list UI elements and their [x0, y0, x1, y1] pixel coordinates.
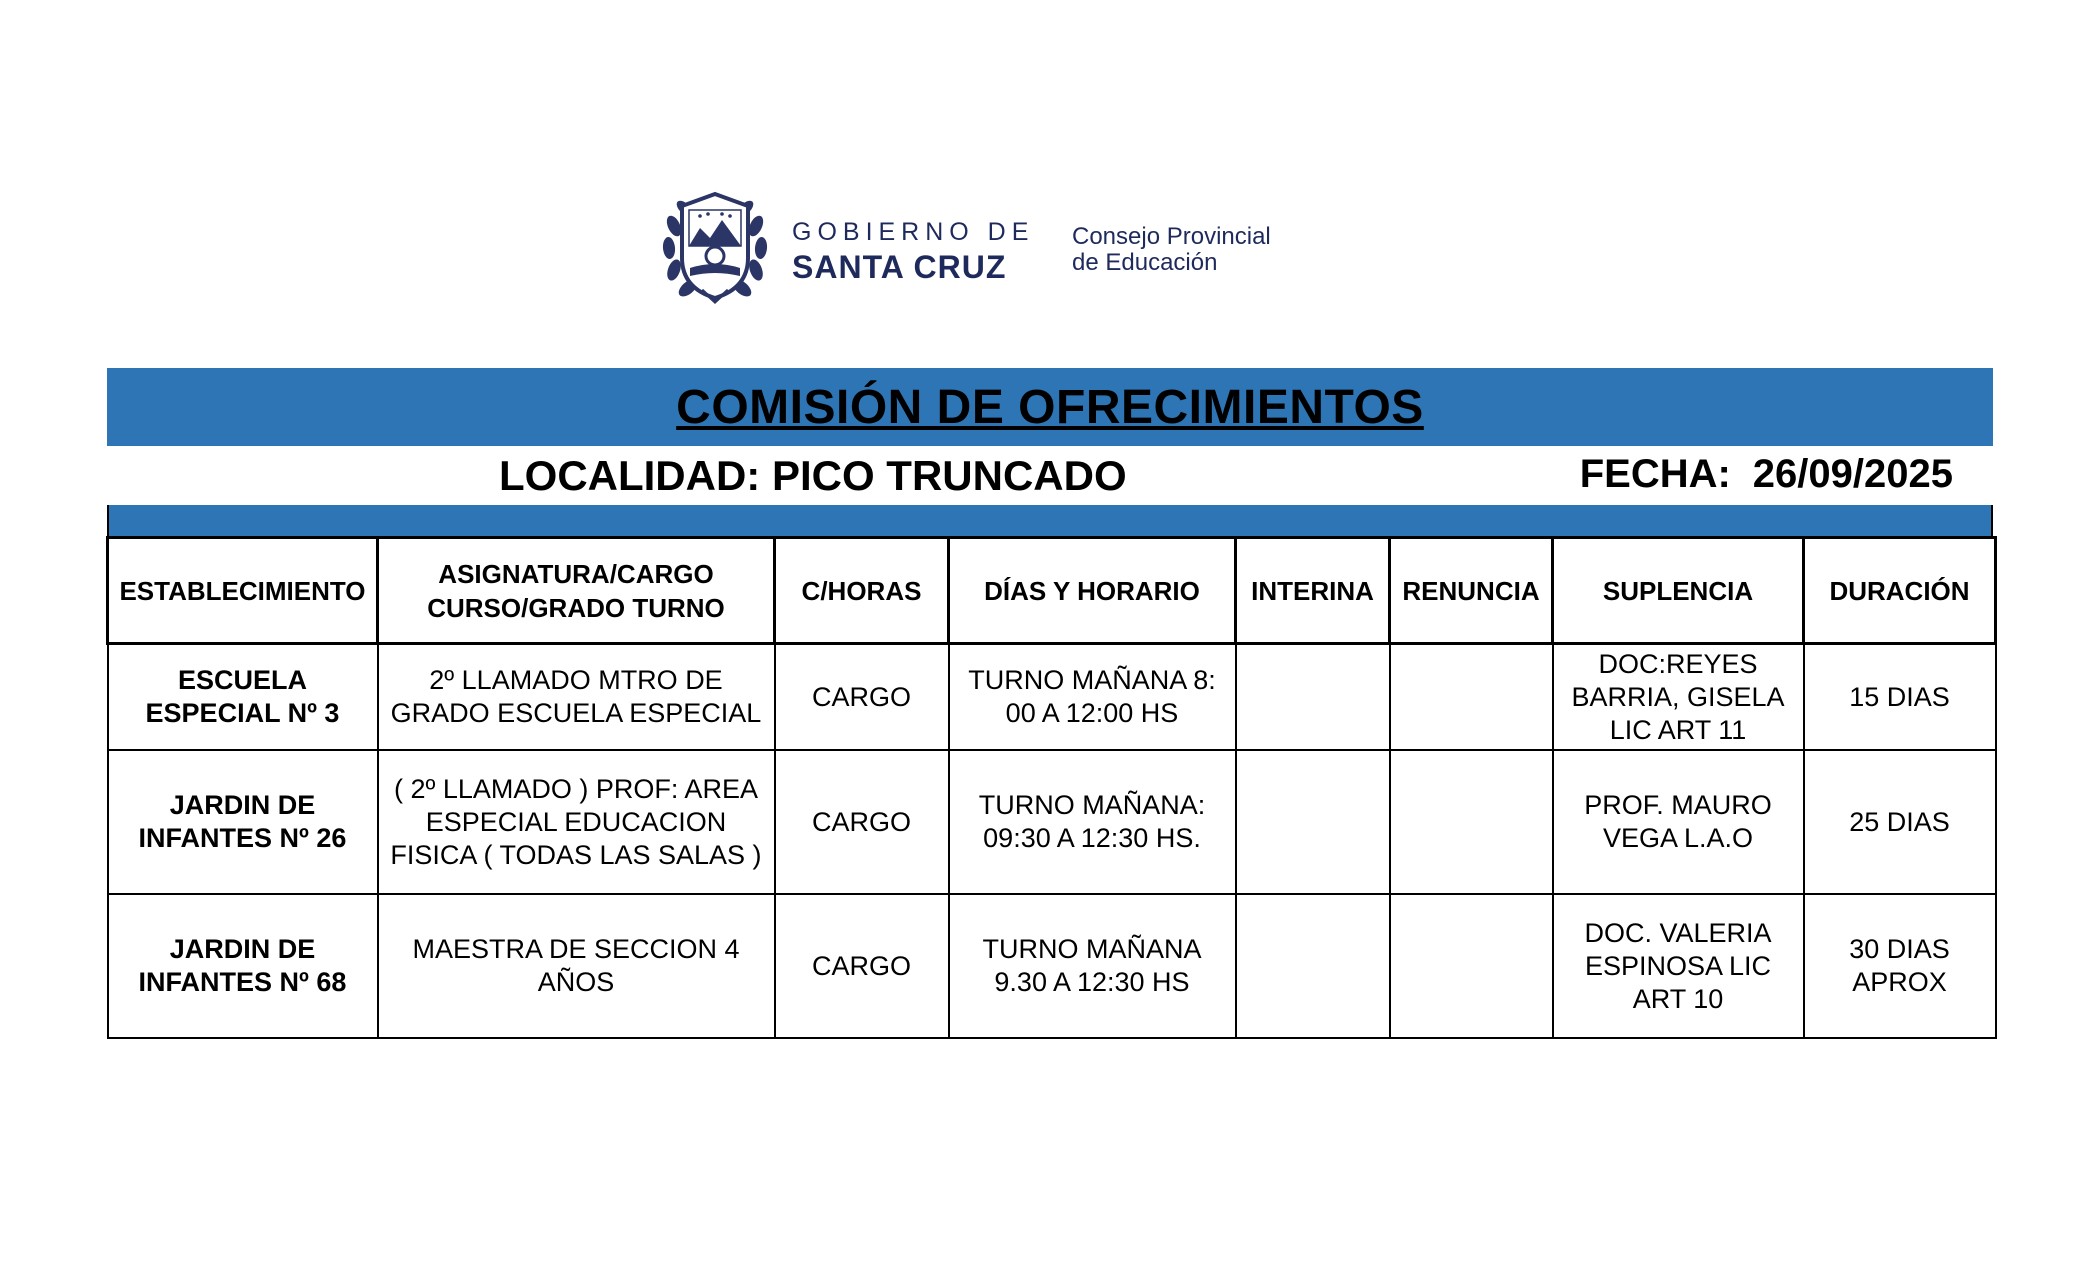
cell-asignatura — [378, 894, 775, 1038]
cell-dias — [949, 750, 1236, 894]
cell-interina — [1236, 644, 1390, 751]
header-dias: DÍAS Y HORARIO — [949, 538, 1236, 644]
header-establecimiento: ESTABLECIMIENTO — [108, 538, 378, 644]
cell-renuncia — [1390, 894, 1553, 1038]
cell-line: AÑOS — [537, 967, 615, 997]
cell-line: LIC ART 11 — [1609, 714, 1747, 745]
fecha-label: FECHA: — [1579, 452, 1731, 496]
cell-line: 25 DIAS — [1849, 806, 1950, 837]
cell-dias — [949, 894, 1236, 1038]
cell-line: ESCUELA — [177, 665, 307, 695]
title-bar — [107, 368, 1993, 446]
cell-line: DOC:REYES — [1598, 648, 1758, 679]
cell-line: FISICA ( TODAS LAS SALAS ) — [390, 839, 762, 870]
localidad-label: LOCALIDAD: PICO TRUNCADO — [499, 452, 1127, 499]
header-choras: C/HORAS — [775, 538, 949, 644]
cell-line: ( 2º LLAMADO ) PROF: AREA — [394, 773, 758, 804]
cell-line: ART 10 — [1632, 983, 1724, 1014]
cell-suplencia — [1553, 894, 1804, 1038]
cell-line: 9.30 A 12:30 HS — [994, 967, 1190, 997]
cell-line: VEGA L.A.O — [1602, 823, 1754, 853]
page-title: COMISIÓN DE OFRECIMIENTOS — [676, 380, 1424, 434]
cell-renuncia — [1390, 644, 1553, 751]
table-row — [108, 894, 1996, 1038]
cell-duracion — [1804, 644, 1996, 751]
cell-line: ESPECIAL Nº 3 — [145, 698, 340, 728]
cell-duracion — [1804, 894, 1996, 1038]
cell-asignatura — [378, 644, 775, 751]
government-name — [792, 220, 1034, 283]
offers-table — [106, 536, 1997, 1039]
cell-choras: CARGO — [775, 894, 949, 1038]
location-row — [107, 450, 1993, 502]
table-row — [108, 644, 1996, 751]
cell-suplencia — [1553, 644, 1804, 751]
cell-dias — [949, 644, 1236, 751]
cell-suplencia — [1553, 750, 1804, 894]
cell-line: TURNO MAÑANA 8: — [968, 665, 1216, 695]
header-suplencia: SUPLENCIA — [1553, 538, 1804, 644]
cell-establecimiento — [108, 750, 378, 894]
cell-line: TURNO MAÑANA: — [978, 790, 1206, 820]
cell-line: 15 DIAS — [1849, 681, 1950, 712]
cell-line: 09:30 A 12:30 HS. — [983, 823, 1201, 853]
cell-line: GRADO ESCUELA ESPECIAL — [390, 698, 762, 728]
table-header-row — [108, 538, 1996, 644]
cell-renuncia — [1390, 750, 1553, 894]
cell-line: DOC. VALERIA — [1584, 917, 1772, 948]
cell-line: 00 A 12:00 HS — [1005, 698, 1179, 728]
cell-line: JARDIN DE — [169, 790, 316, 820]
header-asignatura-line1: ASIGNATURA/CARGO — [438, 558, 714, 589]
header-asignatura — [378, 538, 775, 644]
cell-line: BARRIA, GISELA — [1571, 681, 1785, 712]
council-name — [1072, 224, 1271, 276]
cell-asignatura — [378, 750, 775, 894]
header-renuncia: RENUNCIA — [1390, 538, 1553, 644]
cell-line: JARDIN DE — [169, 934, 316, 964]
fecha-value: 26/09/2025 — [1752, 452, 1953, 496]
cell-line: TURNO MAÑANA — [982, 934, 1202, 964]
cell-line: INFANTES Nº 26 — [138, 823, 347, 853]
cell-establecimiento — [108, 644, 378, 751]
cell-interina — [1236, 894, 1390, 1038]
header-interina: INTERINA — [1236, 538, 1390, 644]
cell-duracion — [1804, 750, 1996, 894]
cell-line: MAESTRA DE SECCION 4 — [412, 934, 740, 964]
header-asignatura-line2: CURSO/GRADO TURNO — [427, 592, 725, 623]
provincial-seal-icon — [660, 186, 770, 306]
cell-choras: CARGO — [775, 644, 949, 751]
cell-line: INFANTES Nº 68 — [138, 967, 347, 997]
header-duracion: DURACIÓN — [1804, 538, 1996, 644]
table-top-band — [107, 505, 1993, 536]
cell-line: ESPINOSA LIC — [1584, 950, 1772, 981]
cell-line: APROX — [1852, 967, 1947, 997]
council-line1: Consejo Provincial — [1072, 223, 1271, 250]
cell-interina — [1236, 750, 1390, 894]
cell-line: PROF. MAURO — [1584, 790, 1772, 820]
fecha — [1580, 452, 1953, 497]
council-line2: de Educación — [1072, 249, 1218, 276]
government-line1: GOBIERNO DE — [792, 218, 1035, 246]
cell-line: ESPECIAL EDUCACION — [425, 806, 727, 837]
cell-line: 30 DIAS — [1849, 934, 1950, 964]
cell-line: 2º LLAMADO MTRO DE — [429, 665, 723, 695]
cell-choras: CARGO — [775, 750, 949, 894]
government-logo — [660, 186, 1320, 306]
government-line2: SANTA CRUZ — [792, 249, 1007, 285]
cell-establecimiento — [108, 894, 378, 1038]
table-row — [108, 750, 1996, 894]
